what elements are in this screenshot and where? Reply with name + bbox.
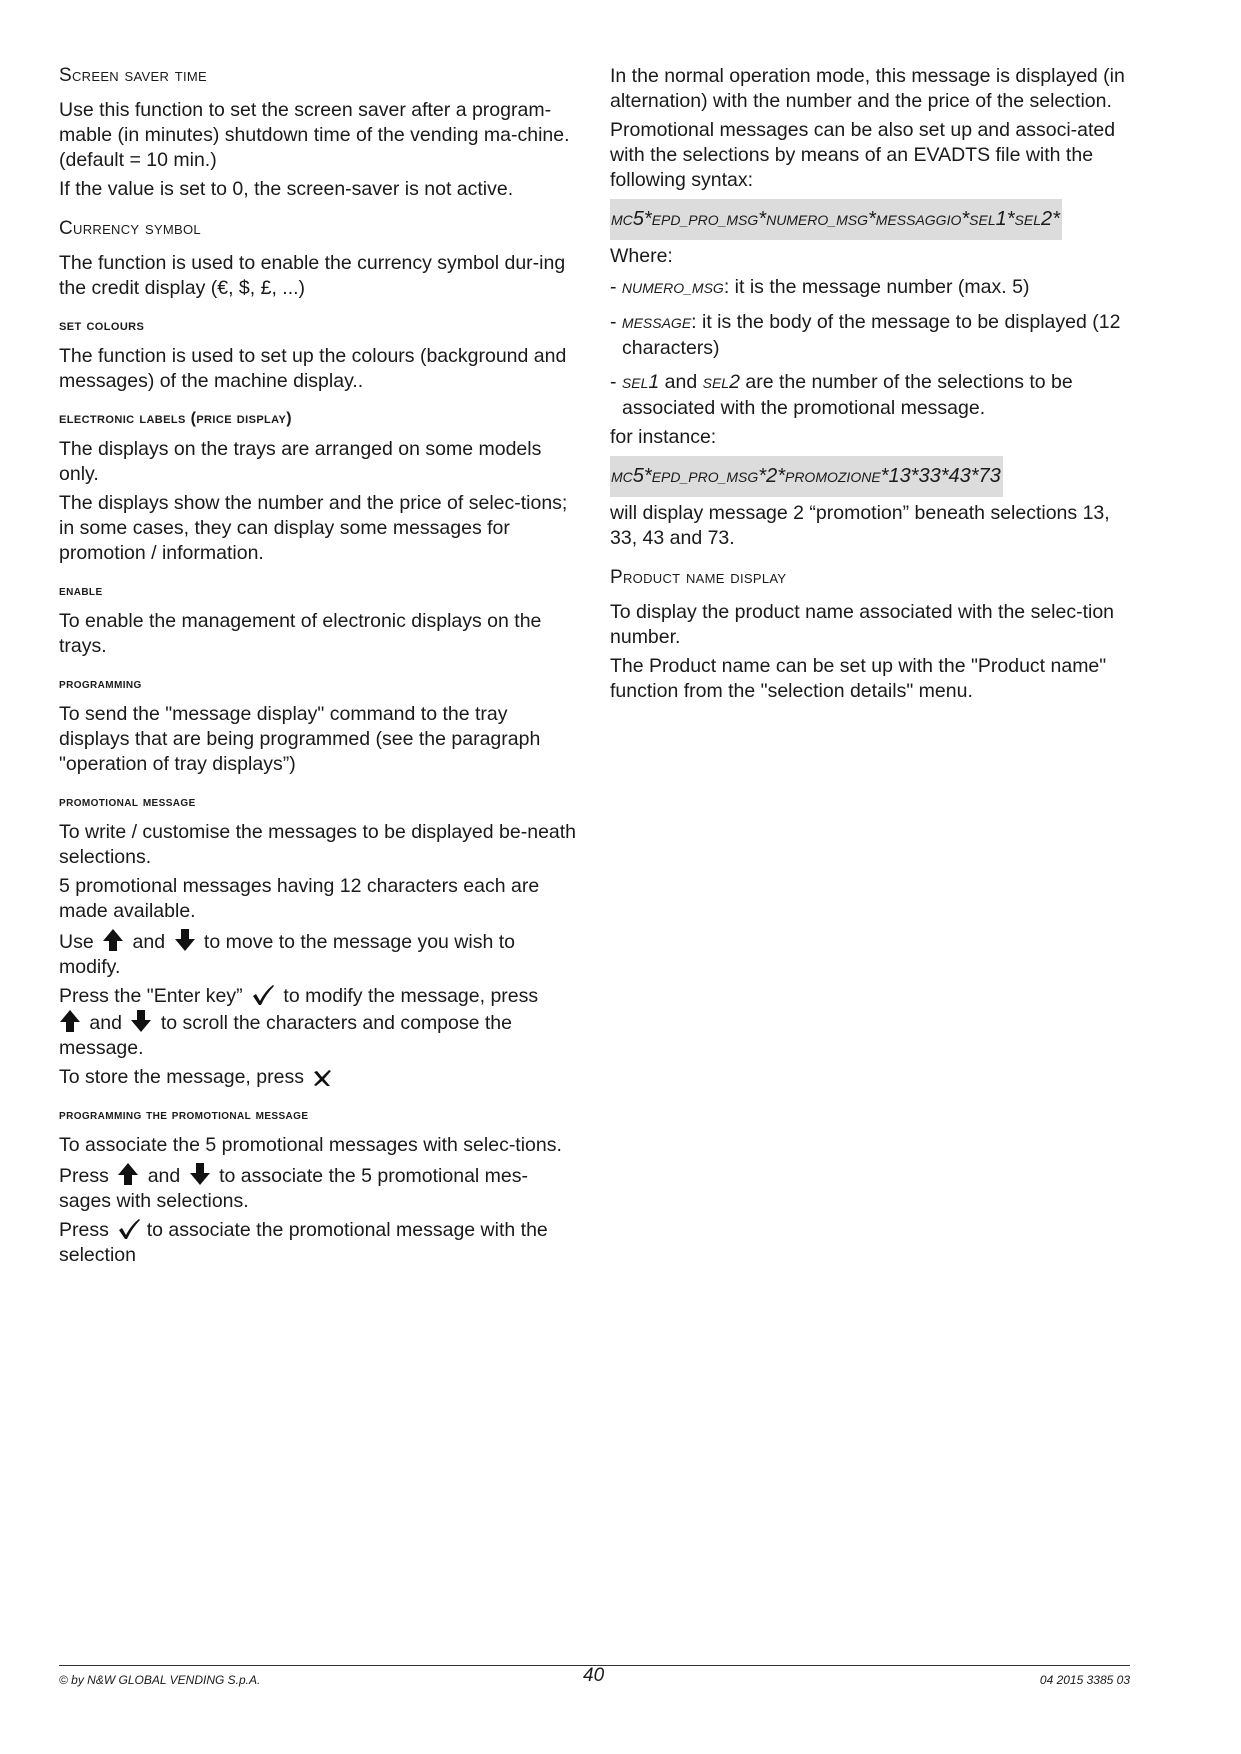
paragraph: The displays show the number and the price of selec-tions; in some cases, they can display some messages for promotion / information. (59, 492, 568, 564)
paragraph: In the normal operation mode, this message is displayed (in alternation) with the number and the price of the selection. (610, 65, 1125, 112)
bullet-text: : it is the body of the message to be displayed (12 characters) (622, 311, 1121, 359)
text-fragment: to move to the message you wish to modify. (59, 931, 515, 978)
arrow-up-icon (102, 928, 124, 952)
text-fragment: and (147, 1165, 181, 1187)
code-part: * (758, 208, 767, 230)
bullet-dash: - (610, 311, 622, 333)
param-number: 1 (648, 371, 660, 393)
section-title-currency: Currency symbol (59, 218, 201, 239)
checkmark-icon (251, 984, 275, 1006)
text-fragment: to associate the 5 promotional mes-sages with selections. (59, 1165, 528, 1212)
text-fragment: To store the message, press (59, 1066, 304, 1088)
code-part: 5* (632, 208, 652, 230)
paragraph: Promotional messages can be also set up and associ-ated with the selections by means of an EVADTS file with the following syntax: (610, 119, 1116, 191)
subsection-title-programming-promo: programming the promotional message (59, 1107, 309, 1123)
paragraph: To send the "message display" command to the tray displays that are being programmed (see the paragraph "operation of tray displays”) (59, 703, 541, 775)
text-fragment: and (89, 1012, 122, 1034)
subsection-title-enable: enable (59, 583, 103, 599)
paragraph: To enable the management of electronic displays on the trays. (59, 610, 542, 657)
code-part: SEL (969, 212, 996, 228)
paragraph: To write / customise the messages to be displayed be-neath selections. (59, 821, 577, 868)
code-part: EPD_PRO_MSG (651, 212, 759, 228)
bullet-message (610, 310, 1130, 361)
text-fragment: Use (59, 931, 94, 953)
bullet-dash: - (610, 276, 622, 298)
subsection-title-programming: programming (59, 676, 142, 692)
param-name: MESSAGE (621, 315, 692, 331)
code-part: EPD_PRO_MSG (651, 469, 759, 485)
text-fragment: Press (59, 1219, 109, 1241)
param-name: NUMERO_MSG (621, 280, 724, 296)
section-title-electronic-labels: electronic labels (price display) (59, 410, 292, 427)
code-part: *2* (758, 465, 785, 487)
left-column (59, 64, 579, 1283)
section-title-product-name: Product name display (610, 567, 787, 588)
paragraph: will display message 2 “promotion” beneath selections 13, 33, 43 and 73. (610, 502, 1110, 549)
bullet-dash: - (610, 371, 622, 393)
text-fragment: Press the "Enter key” (59, 985, 243, 1007)
paragraph: 5 promotional messages having 12 characters each are made available. (59, 875, 540, 922)
arrow-down-icon (174, 928, 196, 952)
code-part: 5* (632, 465, 652, 487)
code-part: SEL (1014, 212, 1041, 228)
code-part: NUMERO_MSG (766, 212, 868, 228)
paragraph-press-check (59, 1218, 579, 1268)
text-fragment: Press (59, 1165, 109, 1187)
paragraph: The displays on the trays are arranged on some models only. (59, 438, 542, 485)
text-fragment: to scroll the characters and compose the message. (59, 1012, 512, 1059)
checkmark-icon (117, 1218, 141, 1240)
code-part: 2* (1041, 208, 1060, 230)
example-code-box (610, 456, 1003, 497)
param-name: SEL (621, 375, 649, 391)
paragraph-store (59, 1065, 579, 1090)
paragraph-press-enter (59, 984, 579, 1061)
paragraph-use-arrows (59, 928, 579, 980)
where-label: Where: (610, 245, 673, 267)
code-part: 1* (995, 208, 1015, 230)
arrow-down-icon (130, 1009, 152, 1033)
code-part: MC (611, 212, 633, 228)
text-fragment: and (132, 931, 166, 953)
subsection-title-promotional-message: promotional message (59, 794, 196, 810)
code-part: * (961, 208, 970, 230)
paragraph: Use this function to set the screen saver after a program-mable (in minutes) shutdown time of the vending ma-chine. (default = 10 min.) (59, 99, 570, 171)
text-fragment: to modify the message, press (283, 985, 539, 1007)
page-number: 40 (583, 1665, 605, 1686)
document-code: 04 2015 3385 03 (1039, 1673, 1130, 1687)
arrow-down-icon (189, 1162, 211, 1186)
syntax-code-box (610, 199, 1062, 240)
code-part: *13*33*43*73 (880, 465, 1001, 487)
bullet-text: and (659, 371, 703, 393)
code-part: MC (611, 469, 633, 485)
section-title-set-colours: set colours (59, 317, 145, 334)
bullet-text: : it is the message number (max. 5) (723, 276, 1030, 298)
code-part: * (867, 208, 876, 230)
paragraph: The function is used to set up the colours (background and messages) of the machine display.. (59, 345, 567, 392)
code-part: MESSAGGIO (875, 212, 962, 228)
paragraph: To associate the 5 promotional messages with selec-tions. (59, 1134, 562, 1156)
bullet-text: are the number of the selections to be associated with the promotional message. (622, 371, 1073, 419)
right-column (610, 64, 1130, 719)
section-title-screen-saver: Screen saver time (59, 65, 207, 86)
code-part: PROMOZIONE (784, 469, 881, 485)
paragraph: The Product name can be set up with the "Product name" function from the "selection details" menu. (610, 655, 1107, 702)
paragraph: If the value is set to 0, the screen-saver is not active. (59, 178, 514, 200)
footer-copyright: © by N&W GLOBAL VENDING S.p.A. (59, 1673, 261, 1687)
close-x-icon (312, 1069, 332, 1087)
arrow-up-icon (59, 1009, 81, 1033)
bullet-sel (610, 370, 1130, 421)
param-number: 2 (729, 371, 740, 393)
param-name: SEL (702, 375, 730, 391)
for-instance-label: for instance: (610, 426, 717, 448)
paragraph: The function is used to enable the currency symbol dur-ing the credit display (€, $, £, ...) (59, 252, 566, 299)
paragraph: To display the product name associated with the selec-tion number. (610, 601, 1115, 648)
bullet-numero-msg (610, 275, 1130, 301)
arrow-up-icon (117, 1162, 139, 1186)
text-fragment: to associate the promotional message with the selection (59, 1219, 548, 1266)
paragraph-press-arrows (59, 1162, 579, 1214)
